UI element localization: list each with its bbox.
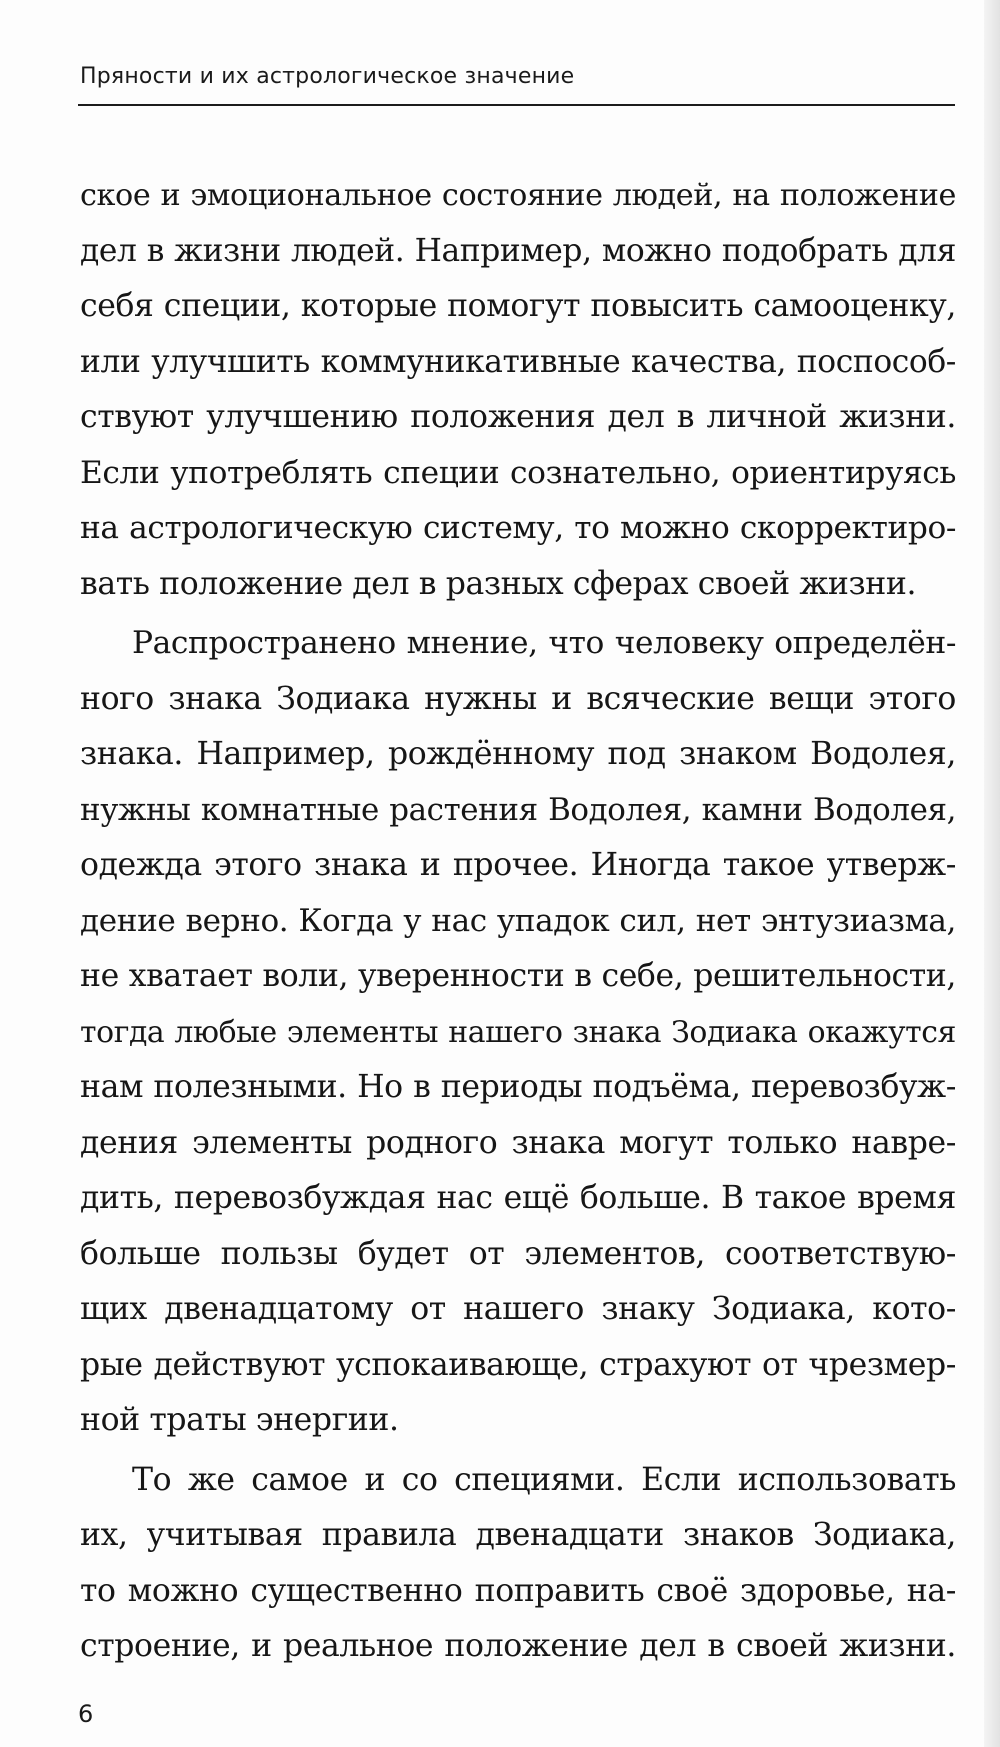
paragraph-1 [80,168,956,612]
text-line: одежда этого знака и прочее. Иногда такое утверж- [80,847,956,883]
text-line: не хватает воли, уверенности в себе, решительности, [80,958,956,994]
paragraph-2 [80,616,956,1449]
text-line: вать положение дел в разных сферах своей жизни. [80,565,917,602]
text-line: рые действуют успокаивающе, страхуют от чрезмер- [80,1346,956,1383]
text-line: или улучшить коммуникативные качества, поспособ- [80,343,956,380]
text-line: ское и эмоциональное состояние людей, на положение [80,178,956,213]
text-line: себя специи, которые помогут повысить самооценку, [80,288,956,324]
paragraph-3 [80,1453,956,1675]
text-line: Если употреблять специи сознательно, ориентируясь [80,454,956,491]
text-line: на астрологическую систему, то можно скорректиро- [80,510,956,546]
body-text [80,168,956,1675]
text-line: Распространено мнение, что человеку определён- [132,625,956,661]
running-head: Пряности и их астрологическое значение [80,64,575,89]
text-line: их, учитывая правила двенадцати знаков Зодиака, [80,1517,956,1553]
page-number: 6 [78,1700,94,1728]
text-line: дения элементы родного знака могут только навре- [80,1124,956,1161]
header-rule [78,104,955,106]
text-line: дить, перевозбуждая нас ещё больше. В такое время [80,1180,956,1216]
text-line: ного знака Зодиака нужны и всяческие вещи этого [80,680,956,717]
text-line: строение, и реальное положение дел в своей жизни. [80,1628,956,1664]
text-line: нам полезными. Но в периоды подъёма, перевозбуж- [80,1069,956,1105]
text-line: ной траты энергии. [80,1402,399,1438]
text-line: тогда любые элементы нашего знака Зодиака окажутся [80,1014,956,1050]
text-line: То же самое и со специями. Если использовать [132,1461,956,1498]
text-line: нужны комнатные растения Водолея, камни Водолея, [80,791,956,828]
text-line: дел в жизни людей. Например, можно подобрать для [80,232,956,269]
text-line: знака. Например, рождённому под знаком Водолея, [80,736,956,772]
page-edge [984,0,1000,1747]
text-line: дение верно. Когда у нас упадок сил, нет энтузиазма, [80,902,956,939]
text-line: щих двенадцатому от нашего знаку Зодиака, кото- [80,1291,956,1327]
text-line: больше пользы будет от элементов, соответствую- [80,1235,956,1272]
text-line: то можно существенно поправить своё здоровье, на- [80,1572,956,1609]
text-line: ствуют улучшению положения дел в личной жизни. [80,399,956,435]
